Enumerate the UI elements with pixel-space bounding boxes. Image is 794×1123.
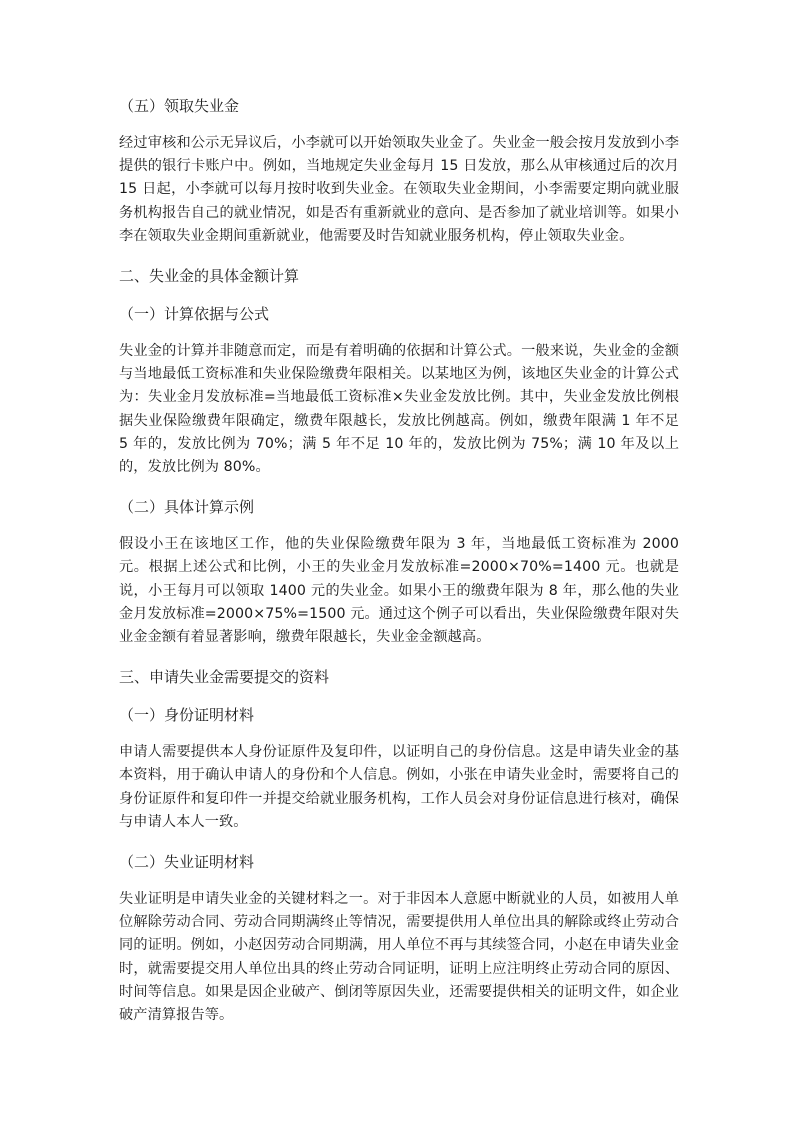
subsection-heading-basis-formula: （一）计算依据与公式 [119, 305, 270, 324]
document-page [119, 94, 679, 1027]
paragraph-identity-proof: 申请人需要提供本人身份证原件及复印件，以证明自己的身份信息。这是申请失业金的基本资料，用于确认申请人的身份和个人信息。例如，小张在申请失业金时，需要将自己的身份证原件和复印件一并提交给就业服务机构，工作人员会对身份证信息进行核对，确保与申请人本人一致。 [119, 744, 679, 830]
paragraph-receive-benefit: 经过审核和公示无异议后，小李就可以开始领取失业金了。失业金一般会按月发放到小李提供的银行卡账户中。例如，当地规定失业金每月 15 日发放，那么从审核通过后的次月 15 日起，小李就可以每月按时收到失业金。在领取失业金期间，小李需要定期向就业服务机构报告自己的就业情况，如是否有重新就业的意向、是否参加了就业培训等。如果小李在领取失业金期间重新就业，他需要及时告知就业服务机构，停止领取失业金。 [119, 135, 679, 244]
paragraph-calculation-example: 假设小王在该地区工作，他的失业保险缴费年限为 3 年，当地最低工资标准为 2000 元。根据上述公式和比例，小王的失业金月发放标准=2000×70%=1400 元。也就是说，小王每月可以领取 1400 元的失业金。如果小王的缴费年限为 8 年，那么他的失业金月发放标准=2000×75%=1500 元。通过这个例子可以看出，失业保险缴费年限对失业金金额有着显著影响，缴费年限越长，失业金金额越高。 [119, 536, 679, 646]
section-heading-required-documents: 三、申请失业金需要提交的资料 [119, 668, 330, 687]
paragraph-unemployment-proof: 失业证明是申请失业金的关键材料之一。对于非因本人意愿中断就业的人员，如被用人单位解除劳动合同、劳动合同期满终止等情况，需要提供用人单位出具的解除或终止劳动合同的证明。例如，小赵因劳动合同期满，用人单位不再与其续签合同，小赵在申请失业金时，就需要提交用人单位出具的终止劳动合同证明，证明上应注明终止劳动合同的原因、时间等信息。如果是因企业破产、倒闭等原因失业，还需要提供相关的证明文件，如企业破产清算报告等。 [119, 891, 679, 1024]
section-heading-amount-calculation: 二、失业金的具体金额计算 [119, 267, 300, 286]
subsection-heading-unemployment-proof: （二）失业证明材料 [119, 853, 255, 872]
subsection-heading-identity-proof: （一）身份证明材料 [119, 706, 255, 725]
subsection-heading-calculation-example: （二）具体计算示例 [119, 498, 255, 517]
paragraph-basis-formula: 失业金的计算并非随意而定，而是有着明确的依据和计算公式。一般来说，失业金的金额与当地最低工资标准和失业保险缴费年限相关。以某地区为例，该地区失业金的计算公式为：失业金月发放标准=当地最低工资标准×失业金发放比例。其中，失业金发放比例根据失业保险缴费年限确定，缴费年限越长，发放比例越高。例如，缴费年限满 1 年不足 5 年的，发放比例为 70%；满 5 年不足 10 年的，发放比例为 75%；满 10 年及以上的，发放比例为 80%。 [119, 343, 679, 476]
section-heading-receive-benefit: （五）领取失业金 [119, 97, 240, 115]
